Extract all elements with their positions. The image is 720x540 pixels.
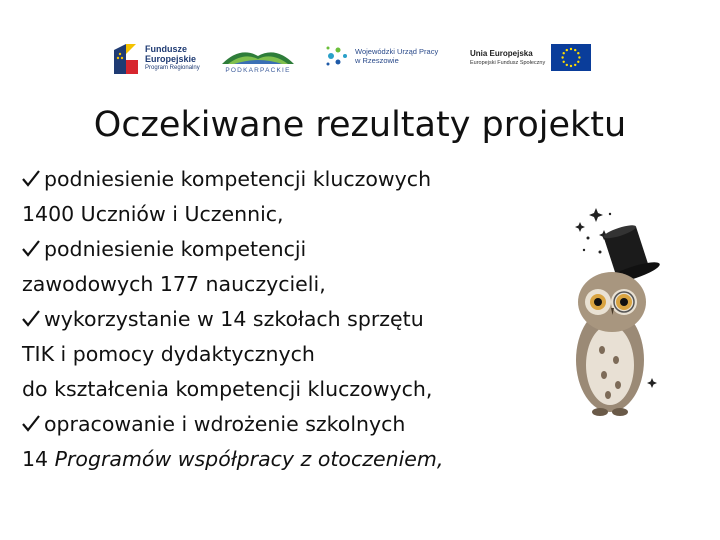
fundusze-europejskie-logo <box>112 40 200 76</box>
owl-illustration <box>560 200 670 430</box>
result-item-1-line-1 <box>22 162 562 197</box>
eu-flag-icon <box>551 44 591 71</box>
fe-text <box>145 44 200 72</box>
line-prefix: 14 <box>22 447 55 471</box>
line-italic-text: Programów współpracy z otoczeniem, <box>54 447 444 471</box>
results-list <box>22 162 562 477</box>
wup-logo <box>325 44 438 68</box>
fe-line2: Europejskie <box>145 54 197 64</box>
fe-line3: Program Regionalny <box>145 65 200 71</box>
fe-line1: Fundusze <box>145 44 187 54</box>
slide-title: Oczekiwane rezultaty projektu <box>93 105 627 145</box>
line-text: wykorzystanie w 14 szkołach sprzętu <box>44 307 424 331</box>
result-item-1-line-2: 1400 Uczniów i Uczennic, <box>22 202 284 226</box>
podkarpackie-logo <box>220 44 296 74</box>
podkarpackie-hills-icon <box>220 44 296 66</box>
check-icon <box>22 407 44 442</box>
wup-line2: w Rzeszowie <box>355 56 399 65</box>
result-item-3-line-3: do kształcenia kompetencji kluczowych, <box>22 377 433 401</box>
wup-text <box>355 47 438 65</box>
fundusze-europejskie-icon <box>112 40 140 76</box>
result-item-3-line-2: TIK i pomocy dydaktycznych <box>22 342 315 366</box>
unia-europejska-logo <box>470 44 591 71</box>
wup-line1: Wojewódzki Urząd Pracy <box>355 47 439 56</box>
check-icon <box>22 232 44 267</box>
line-text: podniesienie kompetencji <box>44 237 307 261</box>
podkarpackie-label: PODKARPACKIE <box>225 67 291 74</box>
result-item-4-line-1 <box>22 407 562 442</box>
ue-line1: Unia Europejska <box>470 48 533 58</box>
result-item-2-line-2: zawodowych 177 nauczycieli, <box>22 272 326 296</box>
ue-line2: Europejski Fundusz Społeczny <box>470 59 546 66</box>
check-icon <box>22 162 44 197</box>
logo-bar <box>0 0 720 90</box>
line-text: opracowanie i wdrożenie szkolnych <box>44 412 406 436</box>
owl-with-top-hat-image <box>560 200 670 435</box>
line-text: podniesienie kompetencji kluczowych <box>44 167 432 191</box>
result-item-4-line-2 <box>22 442 562 477</box>
result-item-3-line-1 <box>22 302 562 337</box>
check-icon <box>22 302 44 337</box>
wup-swirl-icon <box>325 44 351 68</box>
result-item-2-line-1 <box>22 232 562 267</box>
ue-text <box>470 49 545 67</box>
